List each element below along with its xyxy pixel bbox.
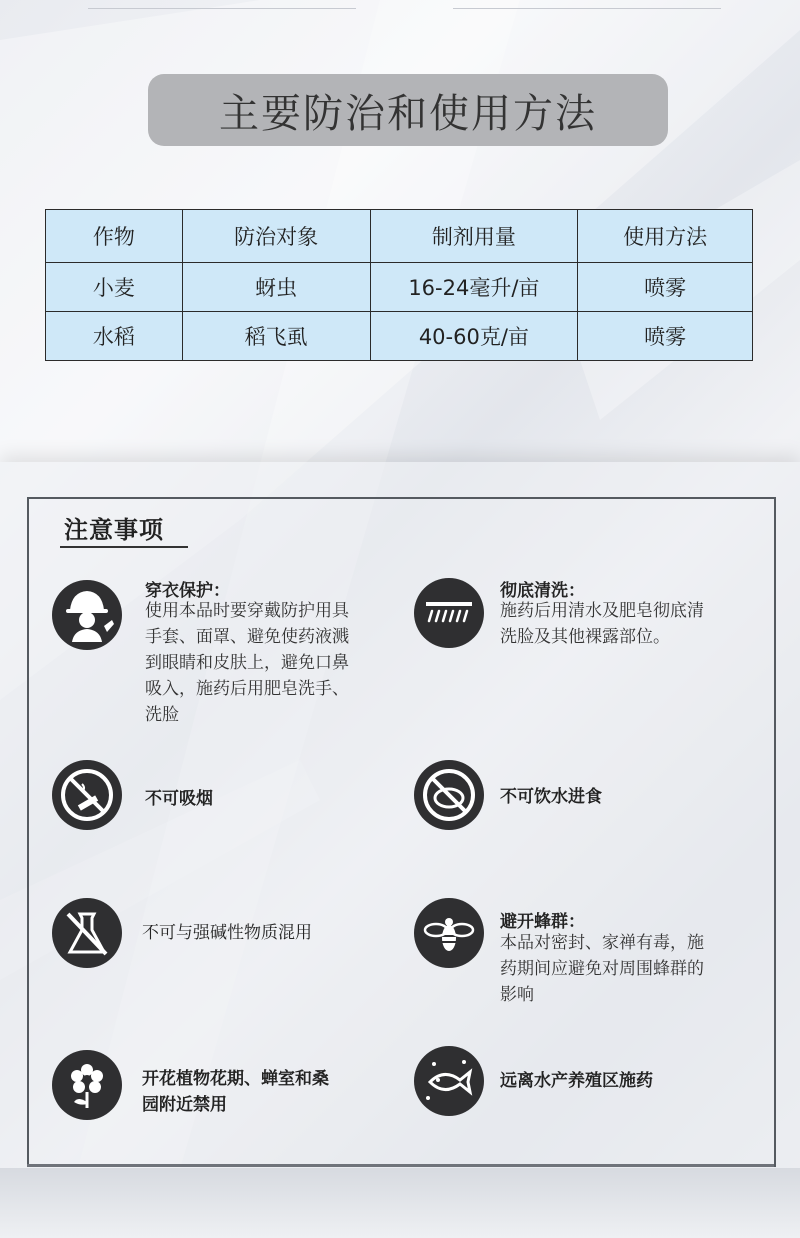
- section-title: [148, 74, 668, 146]
- item-text-line: 影响: [500, 985, 534, 1005]
- dosage-table: [45, 209, 753, 361]
- notes-title-underline: [60, 546, 188, 548]
- no-eating-icon: [414, 760, 484, 830]
- notes-title: 注意事项: [64, 516, 164, 544]
- table-cell: 小麦: [46, 263, 183, 312]
- flower-icon: [52, 1050, 122, 1120]
- item-text-line: 施药后用清水及肥皂彻底清: [500, 601, 704, 621]
- table-cell: 40-60克/亩: [370, 312, 578, 361]
- table-row: [46, 263, 753, 312]
- item-text-line: 洗脸及其他裸露部位。: [500, 627, 670, 647]
- item-text-block: [142, 1066, 329, 1118]
- column-header: 制剂用量: [370, 210, 578, 263]
- bee-icon: [414, 898, 484, 968]
- item-text-line: 手套、面罩、避免使药液溅: [145, 627, 349, 647]
- item-title: 穿衣保护：: [145, 581, 230, 601]
- column-header: 使用方法: [578, 210, 753, 263]
- item-title: 彻底清洗：: [500, 581, 585, 601]
- item-label: 不可与强碱性物质混用: [142, 923, 312, 943]
- item-text-line: 药期间应避免对周围蜂群的: [500, 959, 704, 979]
- item-title: 避开蜂群：: [500, 912, 585, 932]
- item-text-line: 洗脸: [145, 705, 179, 725]
- item-text-line: 吸入，施药后用肥皂洗手、: [145, 679, 349, 699]
- table-cell: 16-24毫升/亩: [370, 263, 578, 312]
- item-text-line: 本品对密封、家禅有毒，施: [500, 933, 704, 953]
- column-header: 作物: [46, 210, 183, 263]
- item-text-line: 园附近禁用: [142, 1095, 227, 1115]
- table-header-row: [46, 210, 753, 263]
- table-cell: 蚜虫: [182, 263, 370, 312]
- item-text-line: 使用本品时要穿戴防护用具: [145, 601, 349, 621]
- item-text-line: 到眼睛和皮肤上，避免口鼻: [145, 653, 349, 673]
- shower-icon: [414, 578, 484, 648]
- column-header: 防治对象: [182, 210, 370, 263]
- notes-frame-bottom: [27, 1164, 774, 1167]
- top-divider-left: [88, 8, 356, 9]
- item-text-line: 开花植物花期、蝉室和桑: [142, 1069, 329, 1089]
- table-row: [46, 312, 753, 361]
- table-cell: 喷雾: [578, 312, 753, 361]
- no-smoking-icon: [52, 760, 122, 830]
- top-divider-right: [453, 8, 721, 9]
- table-cell: 喷雾: [578, 263, 753, 312]
- item-text-block: [500, 598, 704, 650]
- item-text-block: [145, 598, 349, 728]
- no-mixing-alkaline-icon: [52, 898, 122, 968]
- section-title-text: 主要防治和使用方法: [219, 90, 597, 137]
- bottom-shade: [0, 1168, 800, 1238]
- item-label: 远离水产养殖区施药: [500, 1071, 653, 1091]
- fish-icon: [414, 1046, 484, 1116]
- table-cell: 水稻: [46, 312, 183, 361]
- protective-clothing-icon: [52, 580, 122, 650]
- item-text-block: [500, 930, 704, 1008]
- item-label: 不可饮水进食: [500, 787, 602, 807]
- item-label: 不可吸烟: [145, 789, 213, 809]
- table-cell: 稻飞虱: [182, 312, 370, 361]
